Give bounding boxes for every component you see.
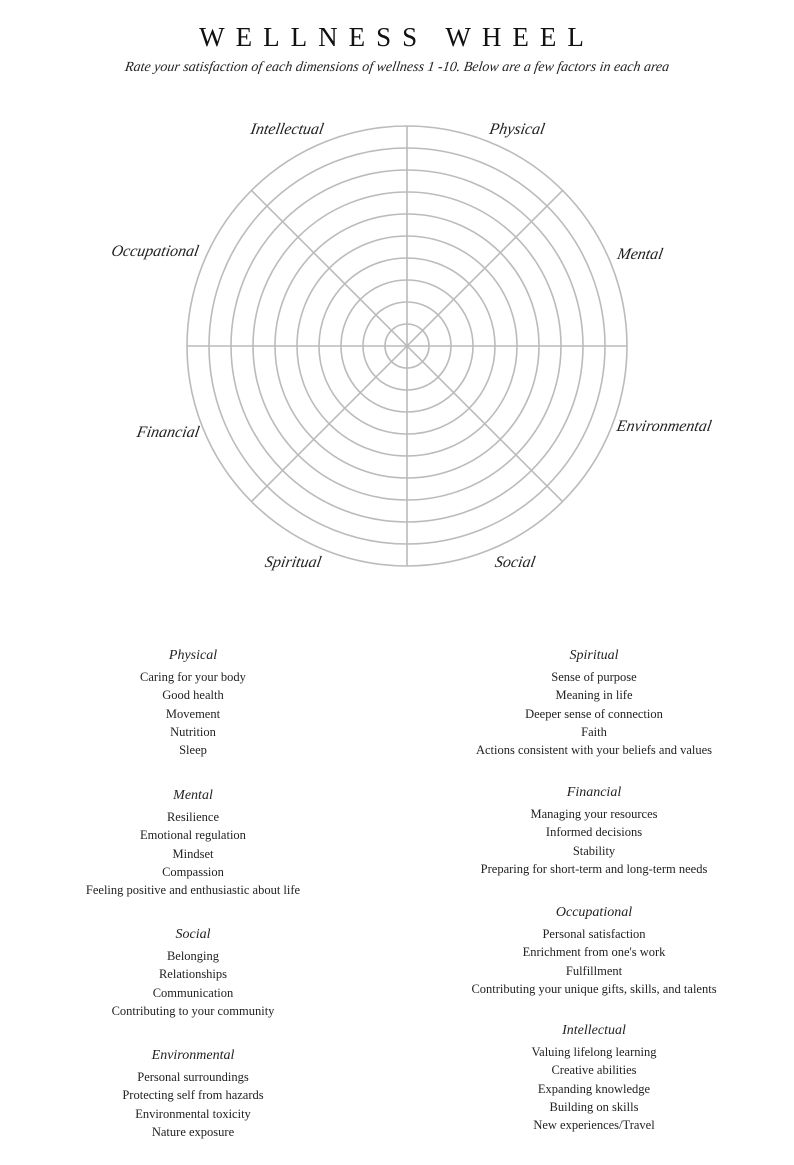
section-occupational xyxy=(414,905,774,998)
factor-item: Movement xyxy=(165,706,221,721)
factor-item: Caring for your body xyxy=(140,670,246,684)
factor-item: Nutrition xyxy=(170,724,216,739)
section-mental xyxy=(13,788,373,899)
factor-item: New experiences/Travel xyxy=(533,1118,655,1133)
factor-item: Belonging xyxy=(166,949,220,963)
factor-item: Managing your resources xyxy=(530,807,658,821)
factor-item: Nature exposure xyxy=(151,1124,235,1139)
factor-item: Expanding knowledge xyxy=(537,1081,651,1096)
factor-item: Environmental toxicity xyxy=(135,1106,251,1121)
section-financial xyxy=(414,785,774,878)
wheel-label-mental: Mental xyxy=(615,246,665,263)
section-heading: Spiritual xyxy=(569,648,619,663)
factor-item: Protecting self from hazards xyxy=(122,1088,264,1103)
section-environmental xyxy=(13,1048,373,1141)
factor-item: Personal surroundings xyxy=(137,1070,249,1084)
factor-item: Meaning in life xyxy=(555,688,633,703)
factor-item: Informed decisions xyxy=(545,825,643,840)
section-heading: Intellectual xyxy=(562,1023,626,1038)
wheel-label-financial: Financial xyxy=(135,424,201,441)
wheel-label-intellectual: Intellectual xyxy=(249,121,326,138)
factor-item: Compassion xyxy=(162,864,224,879)
factor-item: Good health xyxy=(162,688,224,703)
section-physical xyxy=(13,648,373,759)
wheel-label-physical: Physical xyxy=(488,121,547,138)
wheel-label-spiritual: Spiritual xyxy=(263,554,323,571)
factor-item: Sense of purpose xyxy=(551,670,637,684)
section-heading: Financial xyxy=(566,785,622,800)
section-heading: Physical xyxy=(168,648,218,663)
page-title: WELLNESS WHEEL xyxy=(199,22,595,52)
factor-item: Faith xyxy=(581,724,607,739)
factor-item: Fulfillment xyxy=(565,963,623,978)
factor-item: Deeper sense of connection xyxy=(525,706,663,721)
section-heading: Environmental xyxy=(151,1048,235,1063)
factor-item: Valuing lifelong learning xyxy=(531,1045,657,1059)
factor-item: Contributing to your community xyxy=(111,1003,275,1018)
factor-item: Resilience xyxy=(166,810,220,824)
subtitle-instructions: Rate your satisfaction of each dimensions of wellness 1 -10. Below are a few factors in each area xyxy=(123,60,671,75)
section-social xyxy=(13,927,373,1020)
factor-item: Communication xyxy=(152,985,234,1000)
factor-item: Emotional regulation xyxy=(140,828,246,843)
section-spiritual xyxy=(414,648,774,759)
factor-item: Building on skills xyxy=(549,1099,639,1114)
factor-item: Feeling positive and enthusiastic about life xyxy=(85,883,301,898)
factor-item: Contributing your unique gifts, skills, and talents xyxy=(471,981,717,996)
wheel-label-social: Social xyxy=(493,554,537,571)
factor-item: Relationships xyxy=(158,967,228,982)
factor-item: Enrichment from one's work xyxy=(522,945,666,960)
wheel-label-environmental: Environmental xyxy=(615,418,713,435)
factor-item: Stability xyxy=(572,843,616,858)
factor-item: Mindset xyxy=(172,846,214,861)
section-heading: Occupational xyxy=(555,905,633,920)
factor-item: Preparing for short-term and long-term needs xyxy=(480,861,708,876)
factor-item: Creative abilities xyxy=(551,1063,637,1078)
factor-item: Sleep xyxy=(179,743,207,758)
factor-item: Actions consistent with your beliefs and values xyxy=(475,743,713,758)
wheel-label-occupational: Occupational xyxy=(110,243,201,260)
section-heading: Mental xyxy=(173,788,213,803)
section-intellectual xyxy=(414,1023,774,1134)
section-heading: Social xyxy=(175,927,211,942)
factor-item: Personal satisfaction xyxy=(542,927,646,941)
